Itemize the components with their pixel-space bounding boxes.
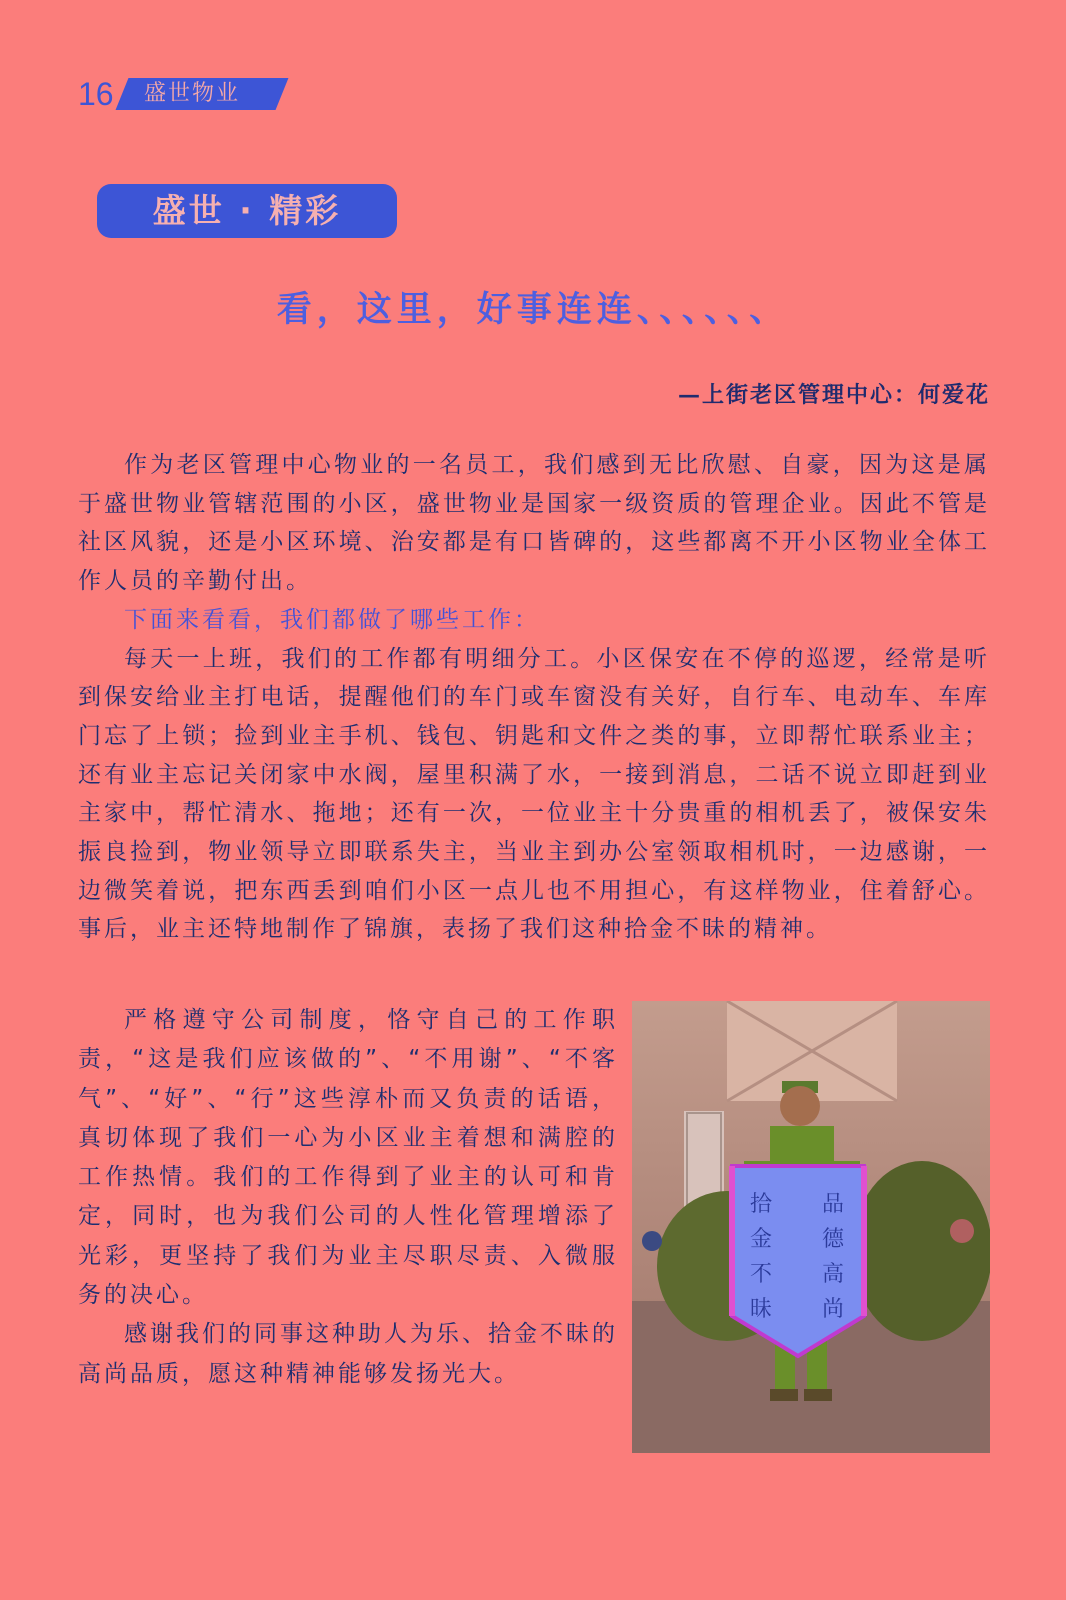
paragraph: 感谢我们的同事这种助人为乐、拾金不昧的高尚品质，愿这种精神能够发扬光大。 bbox=[78, 1321, 618, 1387]
banner-char: 高 bbox=[822, 1262, 845, 1287]
photo-section bbox=[78, 1001, 990, 1394]
article-body bbox=[78, 446, 990, 949]
paragraph: 每天一上班，我们的工作都有明细分工。小区保安在不停的巡逻，经常是听到保安给业主打电话，提醒他们的车门或车窗没有关好，自行车、电动车、车库门忘了上锁；捡到业主手机、钱包、钥匙和文件之类的事，立即帮忙联系业主；还有业主忘记关闭家中水阀，屋里积满了水，一接到消息，二话不说立即赶到业主家中，帮忙清水、拖地；还有一次，一位业主十分贵重的相机丢了，被保安朱振良捡到，物业领导立即联系失主，当业主到办公室领取相机时，一边感谢，一边微笑着说，把东西丢到咱们小区一点儿也不用担心，有这样物业，住着舒心。事后，业主还特地制作了锦旗，表扬了我们这种拾金不昧的精神。 bbox=[78, 645, 990, 943]
photo-side-text bbox=[78, 1001, 618, 1394]
byline: —上街老区管理中心：何爱花 bbox=[677, 382, 990, 408]
banner-char: 品 bbox=[822, 1192, 845, 1217]
article-title: 看，这里，好事连连、、、、、、 bbox=[276, 290, 790, 330]
banner-char: 拾 bbox=[750, 1192, 773, 1217]
paragraph: 严格遵守公司制度，恪守自己的工作职责，“这是我们应该做的”、“不用谢”、“不客气”、“好”、“行”这些淳朴而又负责的话语，真切体现了我们一心为小区业主着想和满腔的工作热情。我们的工作得到了业主的认可和肯定，同时，也为我们公司的人性化管理增添了光彩，更坚持了我们为业主尽职尽责、入微服务的决心。 bbox=[78, 1007, 618, 1309]
banner-char: 不 bbox=[750, 1262, 773, 1287]
banner-char: 昧 bbox=[750, 1297, 773, 1322]
banner-char: 金 bbox=[750, 1227, 773, 1252]
paragraph: 作为老区管理中心物业的一名员工，我们感到无比欣慰、自豪，因为这是属于盛世物业管辖范围的小区，盛世物业是国家一级资质的管理企业。因此不管是社区风貌，还是小区环境、治安都是有口皆碑的，这些都离不开小区物业全体工作人员的辛勤付出。 bbox=[78, 452, 990, 595]
subheading: 下面来看看，我们都做了哪些工作： bbox=[124, 606, 540, 633]
column-badge: 盛世 · 精彩 bbox=[97, 184, 397, 238]
section-tab-label: 盛世物业 bbox=[144, 81, 241, 106]
page-number: 16 bbox=[78, 76, 114, 112]
banner-char: 德 bbox=[822, 1227, 845, 1252]
banner-char: 尚 bbox=[822, 1297, 845, 1322]
guard-with-banner-photo bbox=[632, 1001, 990, 1453]
photo-illustration bbox=[632, 1001, 990, 1453]
